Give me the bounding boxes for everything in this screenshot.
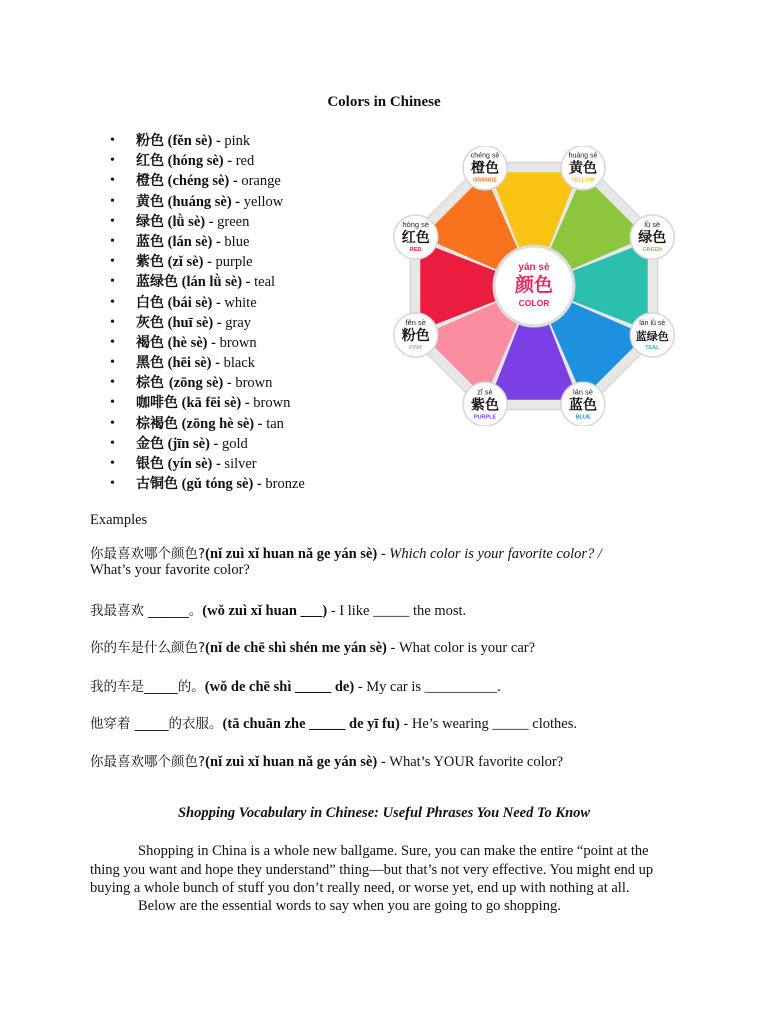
example-separator: - [386, 640, 399, 656]
color-hanzi: 灰色 [136, 314, 164, 331]
example-chinese: 他穿着 _____的衣服。 [90, 716, 223, 732]
wheel-label-yellow [561, 146, 605, 190]
example-chinese: 你最喜欢哪个颜色? [90, 546, 206, 562]
wheel-label-pinyin: hóng sè [402, 220, 430, 230]
example-translation: He’s wearing _____ clothes. [411, 716, 577, 732]
example-separator: - [354, 679, 367, 695]
color-hanzi: 褐色 [136, 334, 164, 351]
wheel-label-red [394, 215, 438, 259]
color-pinyin: (fěn sè) - [167, 133, 221, 149]
section-title: Shopping Vocabulary in Chinese: Useful Phrases You Need To Know [177, 805, 591, 821]
color-english: gold [218, 435, 248, 452]
color-hanzi: 蓝色 [136, 233, 164, 250]
color-list-item [110, 212, 305, 232]
example-translation: My car is __________. [366, 679, 501, 695]
color-hanzi: 咖啡色 [136, 395, 178, 412]
wheel-label-hanzi: 紫色 [471, 397, 500, 414]
paragraph-line: Below are the essential words to say when you are going to go shopping. [138, 898, 561, 914]
color-list-item [110, 393, 305, 413]
color-english: brown [215, 334, 257, 351]
color-hanzi: 粉色 [136, 133, 164, 149]
example-6 [90, 750, 563, 771]
wheel-label-english: RED [409, 247, 422, 254]
page-title: Colors in Chinese [327, 94, 441, 110]
wheel-label-english: BLUE [575, 414, 591, 421]
color-pinyin: (lán lǜ sè) - [181, 274, 251, 291]
color-pinyin: (huī sè) - [167, 314, 222, 331]
example-separator: - [399, 716, 412, 732]
paragraph-line: Shopping in China is a whole new ballgame. Sure, you can make the entire “point at the [138, 843, 649, 859]
color-english: bronze [261, 476, 305, 493]
color-pinyin: (gǔ tóng sè) - [181, 476, 262, 493]
example-1-continuation: What’s your favorite color? [90, 562, 250, 578]
color-english: brown [231, 375, 273, 392]
color-pinyin: (chéng sè) - [167, 173, 238, 190]
paragraph-line: buying a whole bunch of stuff you don’t really need, or worse yet, end up with nothing at all. [90, 880, 630, 896]
wheel-label-pink [394, 313, 438, 357]
color-hanzi: 蓝绿色 [136, 274, 178, 291]
color-english: brown [249, 395, 291, 412]
wheel-label-hanzi: 蓝色 [568, 397, 597, 414]
wheel-label-english: YELLOW [571, 177, 595, 184]
example-3 [90, 636, 535, 657]
color-english: teal [250, 274, 276, 291]
wheel-center-hanzi: 颜色 [514, 274, 554, 296]
color-hanzi: 黄色 [136, 193, 164, 210]
wheel-label-english: GREEN [642, 247, 663, 254]
wheel-label-pinyin: lán lǜ sè [639, 319, 666, 327]
paragraph-2 [90, 897, 690, 916]
wheel-label-hanzi: 粉色 [401, 327, 430, 344]
color-english: purple [211, 254, 253, 271]
color-english: green [213, 213, 250, 230]
wheel-label-hanzi: 黄色 [568, 160, 597, 177]
color-pinyin: (bái sè) - [167, 294, 221, 311]
color-pinyin: (zōng sè) - [168, 375, 232, 392]
example-separator: - [327, 603, 340, 619]
color-list-item [110, 293, 305, 313]
color-hanzi: 紫色 [136, 254, 164, 271]
color-list-item [110, 313, 305, 333]
color-english: white [220, 294, 257, 311]
examples-heading: Examples [90, 512, 148, 528]
wheel-label-green [630, 215, 674, 259]
color-hanzi: 黑色 [136, 355, 164, 372]
wheel-label-orange [463, 146, 507, 190]
color-list-item [110, 192, 305, 212]
color-list-item [110, 434, 305, 454]
color-list-item [110, 333, 305, 353]
color-wheel [386, 146, 682, 426]
wheel-label-teal [630, 313, 674, 357]
color-hanzi: 绿色 [136, 213, 164, 230]
color-list-item [110, 171, 305, 191]
paragraph-1 [90, 842, 690, 898]
color-hanzi: 棕色 [136, 375, 169, 392]
color-pinyin: (lǜ sè) - [167, 213, 214, 230]
color-hanzi: 古铜色 [136, 476, 178, 493]
wheel-label-hanzi: 蓝绿色 [635, 329, 669, 343]
example-2 [90, 599, 466, 620]
wheel-label-pinyin: huáng sè [568, 152, 598, 160]
example-pinyin: (nǐ de chē shì shén me yán sè) [205, 640, 387, 656]
color-pinyin: (lán sè) - [167, 233, 221, 250]
example-pinyin: (wǒ de chē shì _____ de) [204, 679, 355, 695]
wheel-label-english: PINK [409, 344, 423, 351]
color-pinyin: (hóng sè) - [167, 153, 233, 170]
example-1 [90, 542, 602, 563]
color-list-item [110, 373, 305, 393]
color-hanzi: 红色 [136, 153, 164, 170]
color-english: tan [262, 415, 284, 432]
color-pinyin: (huáng sè) - [167, 193, 241, 210]
color-hanzi: 橙色 [136, 173, 164, 190]
color-list-item [110, 232, 305, 252]
example-pinyin: (nǐ zuì xǐ huan nǎ ge yán sè) [205, 546, 378, 562]
wheel-label-hanzi: 绿色 [638, 230, 667, 247]
example-chinese: 我最喜欢 ______。 [90, 603, 203, 619]
color-list-item [110, 414, 305, 434]
wheel-center-pinyin: yán sè [518, 262, 550, 273]
color-english: blue [220, 233, 250, 250]
wheel-label-english: TEAL [645, 344, 660, 351]
color-pinyin: (kā fēi sè) - [181, 395, 250, 412]
color-pinyin: (hēi sè) - [167, 355, 220, 372]
color-english: silver [220, 456, 257, 472]
color-hanzi: 白色 [136, 294, 164, 311]
paragraph-line: thing you want and hope they understand” thing—but that’s not very effective. You might end up [90, 861, 654, 878]
wheel-label-pinyin: fěn sè [405, 317, 426, 327]
color-pinyin: (hè sè) - [167, 334, 216, 351]
wheel-label-english: ORANGE [472, 177, 498, 184]
color-hanzi: 棕褐色 [136, 415, 178, 432]
color-english: orange [237, 173, 281, 190]
color-list [110, 131, 305, 494]
wheel-label-purple [463, 382, 507, 426]
color-pinyin: (jīn sè) - [167, 435, 219, 452]
example-separator: - [377, 546, 390, 562]
example-translation: Which color is your favorite color? / [389, 546, 602, 562]
color-pinyin: (zǐ sè) - [167, 254, 212, 271]
wheel-label-pinyin: lǜ sè [644, 220, 661, 230]
color-english: gray [221, 314, 251, 331]
color-english: yellow [240, 193, 284, 210]
example-chinese: 你的车是什么颜色? [90, 640, 206, 656]
wheel-label-blue [561, 382, 605, 426]
wheel-label-pinyin: zǐ sè [477, 387, 493, 397]
wheel-label-english: PURPLE [473, 414, 497, 421]
wheel-center-english: COLOR [518, 298, 550, 308]
color-english: black [219, 355, 255, 372]
wheel-label-pinyin: lán sè [572, 387, 593, 397]
color-english: red [232, 153, 255, 170]
example-chinese: 你最喜欢哪个颜色? [90, 754, 206, 770]
example-pinyin: (tā chuān zhe _____ de yī fu) [222, 716, 400, 732]
color-pinyin: (zōng hè sè) - [181, 415, 263, 432]
example-translation: I like _____ the most. [339, 603, 467, 619]
color-list-item [110, 353, 305, 373]
color-hanzi: 金色 [136, 435, 164, 452]
wheel-label-hanzi: 红色 [401, 230, 430, 247]
color-english: pink [220, 133, 251, 149]
example-translation: What’s YOUR favorite color? [389, 754, 564, 770]
color-list-item [110, 454, 305, 474]
example-separator: - [377, 754, 390, 770]
color-list-item [110, 151, 305, 171]
color-list-item [110, 131, 305, 151]
example-5 [90, 712, 577, 733]
wheel-label-pinyin: chéng sè [470, 152, 500, 160]
example-pinyin: (wǒ zuì xǐ huan ___) [202, 603, 328, 619]
color-list-item [110, 272, 305, 292]
wheel-label-hanzi: 橙色 [471, 160, 500, 177]
color-list-item [110, 474, 305, 494]
color-hanzi: 银色 [136, 456, 164, 472]
color-list-item [110, 252, 305, 272]
example-chinese: 我的车是_____的。 [90, 679, 205, 695]
example-4 [90, 675, 501, 696]
example-pinyin: (nǐ zuì xǐ huan nǎ ge yán sè) [205, 754, 378, 770]
color-pinyin: (yín sè) - [167, 456, 221, 472]
example-translation: What color is your car? [398, 640, 536, 656]
